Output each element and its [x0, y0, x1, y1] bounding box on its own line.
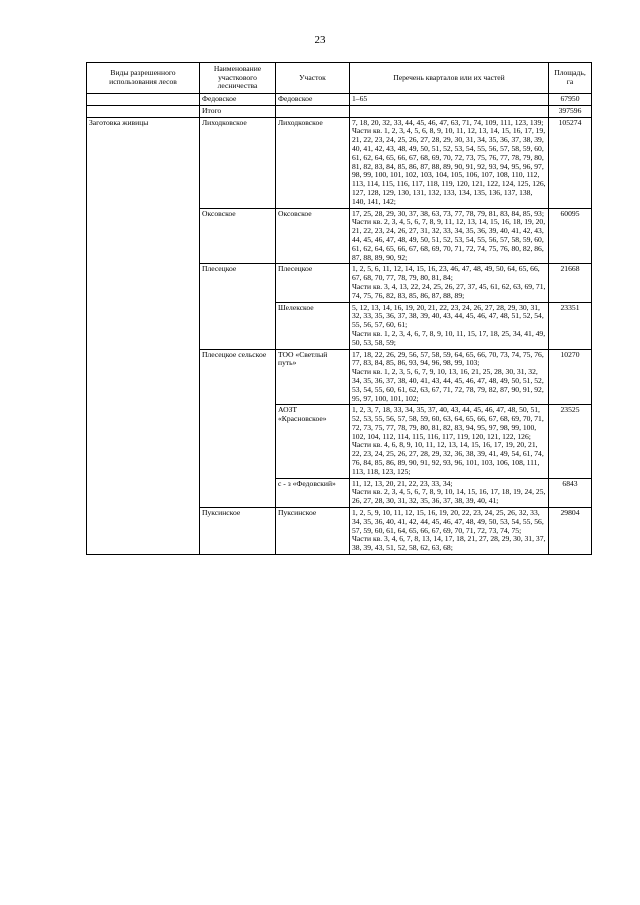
forestry-cell: Пуксинское — [200, 508, 276, 555]
area-cell: 21668 — [549, 264, 592, 302]
quarters-cell — [350, 405, 549, 478]
plot-cell: Оксовское — [276, 208, 350, 264]
quarters-cell — [350, 478, 549, 507]
forestry-cell: Федовское — [200, 94, 276, 106]
quarters-line: 7, 18, 20, 32, 33, 44, 45, 46, 47, 63, 71, 74, 109, 111, 123, 139; — [352, 117, 544, 127]
plot-cell: Федовское — [276, 94, 350, 106]
use-type-cell — [87, 105, 200, 117]
quarters-line: 1, 2, 5, 6, 11, 12, 14, 15, 16, 23, 46, 47, 48, 49, 50, 64, 65, 66, 67, 68, 70, 77, 78, 79, 80, 81, 84; — [352, 264, 540, 283]
forestry-cell: Итого — [200, 105, 276, 117]
header-quarters: Перечень кварталов или их частей — [350, 63, 549, 94]
area-cell: 29804 — [549, 508, 592, 555]
quarters-line: Части кв. 1, 2, 3, 4, 5, 6, 8, 9, 10, 11, 12, 13, 14, 15, 16, 17, 19, 21, 22, 23, 24, 25, 26, 27, 28, 29, 30, 31, 34, 35, 36, 37, 38, 39, 40, 41, 42, 43, 48, 49, 50, 51, 52, 53, 54, 55, 56, 57, 58, 59, 60, 61, 62, 64, 65, 66, 67, 68, 69, 70, 72, 73, 75, 76, 77, 78, 79, 80, 81, 82, 83, 84, 85, 86, 87, 88, 89, 90, 91, 92, 93, 94, 95, 96, 97, 98, 99, 100, 101, 102, 103, 104, 105, 106, 107, 108, 110, 112, 113, 114, 115, 116, 117, 118, 119, 120, 121, 122, 124, 125, 126, 127, 128, 129, 130, 131, 132, 133, 134, 135, 136, 137, 138, 140, 141, 142; — [352, 126, 546, 206]
plot-cell: с - з «Федовский» — [276, 478, 350, 507]
plot-cell: Шелекское — [276, 302, 350, 349]
quarters-cell — [350, 349, 549, 405]
quarters-line: Части кв. 3, 4, 13, 22, 24, 25, 26, 27, 37, 45, 61, 62, 63, 69, 71, 74, 75, 76, 82, 83, 85, 86, 87, 88, 89; — [352, 281, 546, 300]
quarters-line: Части кв. 2, 3, 4, 5, 6, 7, 8, 9, 11, 12, 13, 14, 15, 16, 18, 19, 20, 21, 22, 23, 24, 26, 27, 31, 32, 33, 34, 35, 36, 39, 40, 41, 42, 43, 44, 45, 46, 47, 48, 49, 50, 51, 52, 53, 54, 55, 56, 57, 58, 59, 60, 61, 62, 64, 65, 66, 67, 68, 69, 70, 71, 72, 74, 75, 76, 80, 82, 86, 87, 88, 89, 90, 92; — [352, 217, 546, 262]
quarters-cell — [350, 105, 549, 117]
quarters-cell — [350, 208, 549, 264]
header-use-type: Виды разрешенного использования лесов — [87, 63, 200, 94]
plot-cell: Лиходковское — [276, 117, 350, 208]
area-cell: 6843 — [549, 478, 592, 507]
plot-cell — [276, 105, 350, 117]
quarters-line: 1, 2, 5, 9, 10, 11, 12, 15, 16, 19, 20, 22, 23, 24, 25, 26, 32, 33, 34, 35, 36, 40, 41, 42, 44, 45, 46, 47, 48, 49, 50, 53, 54, 55, 56, 57, 59, 60, 61, 64, 65, 66, 67, 69, 70, 71, 72, 73, 74, 75; — [352, 508, 544, 535]
quarters-line: Части кв. 1, 2, 3, 4, 6, 7, 8, 9, 10, 11, 15, 17, 18, 25, 34, 41, 49, 50, 53, 58, 59; — [352, 328, 546, 347]
area-cell: 23525 — [549, 405, 592, 478]
forestry-cell: Лиходковское — [200, 117, 276, 208]
quarters-cell: 1–65 — [350, 94, 549, 106]
table-body — [87, 94, 592, 555]
plot-cell: ТОО «Светлый путь» — [276, 349, 350, 405]
plot-cell: АОЗТ «Красновское» — [276, 405, 350, 478]
quarters-line: Части кв. 4, 6, 8, 9, 10, 11, 12, 13, 14, 15, 16, 17, 19, 20, 21, 22, 23, 24, 25, 26, 27, 28, 29, 32, 36, 38, 39, 41, 49, 54, 61, 74, 76, 84, 85, 86, 89, 90, 91, 92, 93, 96, 101, 103, 106, 108, 111, 113, 118, 123, 125; — [352, 440, 544, 476]
area-cell: 397596 — [549, 105, 592, 117]
forestry-cell: Плесецкое сельское — [200, 349, 276, 508]
forestry-cell: Оксовское — [200, 208, 276, 264]
header-area: Площадь, га — [549, 63, 592, 94]
header-plot: Участок — [276, 63, 350, 94]
plot-cell: Пуксинское — [276, 508, 350, 555]
table-row — [87, 94, 592, 106]
area-cell: 105274 — [549, 117, 592, 208]
area-cell: 67950 — [549, 94, 592, 106]
forest-use-table — [86, 62, 592, 555]
forestry-cell: Плесецкое — [200, 264, 276, 349]
quarters-line: 5, 12, 13, 14, 16, 19, 20, 21, 22, 23, 24, 26, 27, 28, 29, 30, 31, 32, 33, 35, 36, 37, 38, 39, 40, 43, 44, 45, 46, 47, 48, 51, 52, 54, 55, 56, 57, 60, 61; — [352, 302, 544, 330]
quarters-line: 11, 12, 13, 20, 21, 22, 23, 33, 34; — [352, 478, 453, 488]
quarters-line: 17, 25, 28, 29, 30, 37, 38, 63, 73, 77, 78, 79, 81, 83, 84, 85, 93; — [352, 208, 544, 218]
table-row — [87, 105, 592, 117]
area-cell: 10270 — [549, 349, 592, 405]
page-number: 23 — [314, 34, 326, 46]
quarters-cell — [350, 508, 549, 555]
use-type-cell — [87, 94, 200, 106]
table-header-row — [87, 63, 592, 94]
use-type-cell: Заготовка живицы — [87, 117, 200, 554]
quarters-line: 17, 18, 22, 26, 29, 56, 57, 58, 59, 64, 65, 66, 70, 73, 74, 75, 76, 77, 83, 84, 85, 86, 93, 94, 96, 98, 99, 103; — [352, 349, 544, 368]
quarters-cell — [350, 302, 549, 349]
quarters-line: 1, 2, 3, 7, 18, 33, 34, 35, 37, 40, 43, 44, 45, 46, 47, 48, 50, 51, 52, 53, 55, 56, 57, 58, 59, 60, 63, 64, 65, 66, 67, 68, 69, 70, 71, 72, 73, 75, 77, 78, 79, 80, 81, 82, 83, 94, 95, 97, 98, 99, 100, 102, 104, 112, 114, 115, 116, 117, 119, 120, 121, 122, 126; — [352, 405, 544, 441]
plot-cell: Плесецкое — [276, 264, 350, 302]
quarters-cell — [350, 264, 549, 302]
header-forestry: Наименование участкового лесничества — [200, 63, 276, 94]
table-row — [87, 117, 592, 208]
quarters-cell — [350, 117, 549, 208]
area-cell: 60095 — [549, 208, 592, 264]
quarters-line: Части кв. 1, 2, 3, 5, 6, 7, 9, 10, 13, 16, 21, 25, 28, 30, 31, 32, 34, 35, 36, 37, 38, 40, 41, 43, 44, 45, 46, 47, 48, 49, 50, 51, 52, 53, 54, 55, 60, 61, 62, 63, 67, 71, 72, 78, 79, 82, 87, 90, 91, 92, 95, 97, 100, 101, 102; — [352, 367, 544, 403]
quarters-line: Части кв. 2, 3, 4, 5, 6, 7, 8, 9, 10, 14, 15, 16, 17, 18, 19, 24, 25, 26, 27, 28, 30, 31, 32, 35, 36, 37, 38, 39, 40, 41; — [352, 487, 546, 506]
quarters-line: Части кв. 3, 4, 6, 7, 8, 13, 14, 17, 18, 21, 27, 28, 29, 30, 31, 37, 38, 39, 43, 51, 52, 58, 62, 63, 68; — [352, 534, 546, 553]
area-cell: 23351 — [549, 302, 592, 349]
